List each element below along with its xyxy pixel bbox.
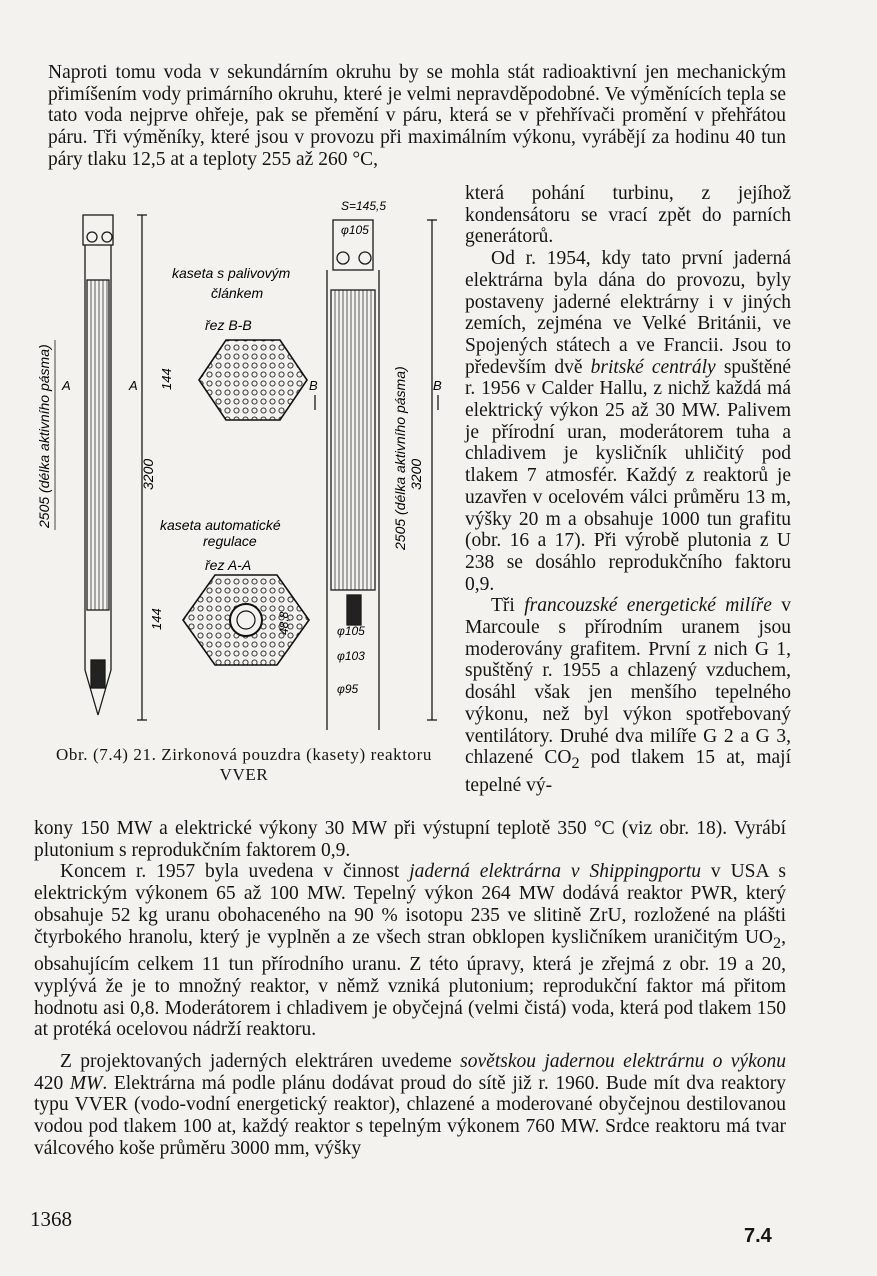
section-number: 7.4 [744, 1225, 772, 1247]
paragraph-shippingport: Koncem r. 1957 byla uvedena v činnost jaderná elektrárna v Shippingportu v USA s elektrickým výkonem 65 až 100 MW. Tepelný výkon 264 MW dodává reaktor PWR, který obsahuje 52 kg uranu obohaceného na 90 % isotopu 235 ve slitině ZrU, rozložené na plášti čtyrbokého hranolu, který je vyplněn a ze všech stran obklopen kysličníkem uraničitým $UO_2$, obsahujícím celkem 11 tun přírodního uranu. Z této úpravy, která je zřejmá z obr. 19 a 20, vyplývá že je to množný reaktor, v němž vzniká plutonium; reprodukční faktor má přitom hodnotu asi 0,8. Moderátorem i chladivem je obyčejná (velmi čistá) voda, která pod tlakem 150 at protéká ocelovou nádrží reaktoru. [34, 861, 786, 1041]
label-48-8: 48,8 [277, 611, 291, 635]
paragraph-top-text: Naproti tomu voda v sekundárním okruhu by se mohla stát radioaktivní jen mechanickým přimíšením vody primárního okruhu, které je velmi nepravděpodobné. Ve výměnících tepla se tato voda nejprve ohřeje, pak se přemění v páru, která se v přehřívači promění v přehřátou páru. Tři výměníky, které jsou v provozu při maximálním výkonu, vyrábějí za hodinu 40 tun páry tlaku 12,5 at a teploty 255 až 260 °C, [48, 62, 786, 170]
label-fuel-cassette: kaseta s palivovým [172, 265, 291, 281]
label-top-dim: S=145,5 [341, 199, 387, 213]
label-length-right: 3200 [408, 458, 424, 490]
figure-vver-cassettes [25, 190, 455, 740]
paragraph-france-end: kony 150 MW a elektrické výkony 30 MW při výstupní teplotě 350 °C (viz obr. 18). Vyrábí plutonium s reprodukčním faktorem 0,9. [34, 818, 786, 861]
label-control-cassette: kaseta automatické [160, 517, 281, 533]
mark-b-left: B [309, 378, 318, 393]
paragraph-top [48, 62, 786, 171]
label-phi95: φ95 [337, 682, 359, 696]
label-fuel-cassette-2: článkem [211, 285, 264, 301]
paragraph-britain: Od r. 1954, kdy tato první jaderná elektrárna byla dána do provozu, byly postaveny jaderné elektrárny i v jiných zemích, zejména ve Velké Británii, ve Spojených státech a ve Francii. Jsou to především dvě britské centrály spuštěné r. 1956 v Calder Hallu, z nichž každá má elektrický výkon 25 až 30 MW. Palivem je přírodní uran, moderátorem tuha a chladivem je kysličník uhličitý pod tlakem 7 atmosfér. Každý z reaktorů je uzavřen v ocelovém válci průměru 13 m, výšky 20 m a obsahuje 1000 tun grafitu (obr. 16 a 17). Při výrobě plutonia z U 238 se dosáhlo reprodukčního faktoru 0,9. [465, 248, 791, 595]
paragraph-turbine: která pohání turbinu, z jejíhož kondensátoru se vrací zpět do parních generátorů. [465, 183, 791, 248]
label-phi103: φ103 [337, 649, 365, 663]
label-section-bb: řez B-B [205, 317, 252, 333]
hexagon-section-bb [199, 340, 307, 420]
label-section-aa: řez A-A [205, 557, 252, 573]
bottom-text [34, 818, 786, 1159]
label-144-top: 144 [159, 368, 174, 390]
page-number: 1368 [30, 1207, 72, 1231]
mark-b-right: B [433, 378, 442, 393]
label-active-length-right: 2505 (délka aktivního pásma) [392, 366, 408, 550]
label-144-bottom: 144 [149, 608, 164, 630]
control-cassette-drawing [55, 215, 147, 720]
figure-caption: Obr. (7.4) 21. Zirkonová pouzdra (kasety) reaktoru VVER [55, 745, 433, 784]
label-control-cassette-2: regulace [203, 533, 257, 549]
label-phi105-top: φ105 [341, 223, 369, 237]
label-active-length-left: 2505 (délka aktivního pásma) [36, 344, 52, 528]
paragraph-france: Tři francouzské energetické milíře v Marcoule s přírodním uranem jsou moderovány grafitem. První z nich G 1, spuštěný r. 1955 a chlazený vzduchem, dosáhl však jen menšího tepelného výkonu, než byl výkon spotřebovaný ventilátory. Druhé dva milíře G 2 a G 3, chlazené $CO_2$ pod tlakem 15 at, mají tepelné vý- [465, 595, 791, 796]
right-column [465, 183, 791, 797]
paragraph-soviet: Z projektovaných jaderných elektráren uvedeme sovětskou jadernou elektrárnu o výkonu 420 MW. Elektrárna má podle plánu dodávat proud do sítě již r. 1960. Bude mít dva reaktory typu VVER (vodo-vodní energetický reaktor), chlazené a moderované obyčejnou destilovanou vodou pod tlakem 100 at, každý reaktor s tepelným výkonem 760 MW. Srdce reaktoru má tvar válcového koše průměru 3000 mm, výšky [34, 1050, 786, 1159]
mark-a-right: A [129, 378, 138, 393]
label-length-left: 3200 [140, 458, 156, 490]
mark-a-left: A [62, 378, 71, 393]
label-phi105: φ105 [337, 624, 365, 638]
